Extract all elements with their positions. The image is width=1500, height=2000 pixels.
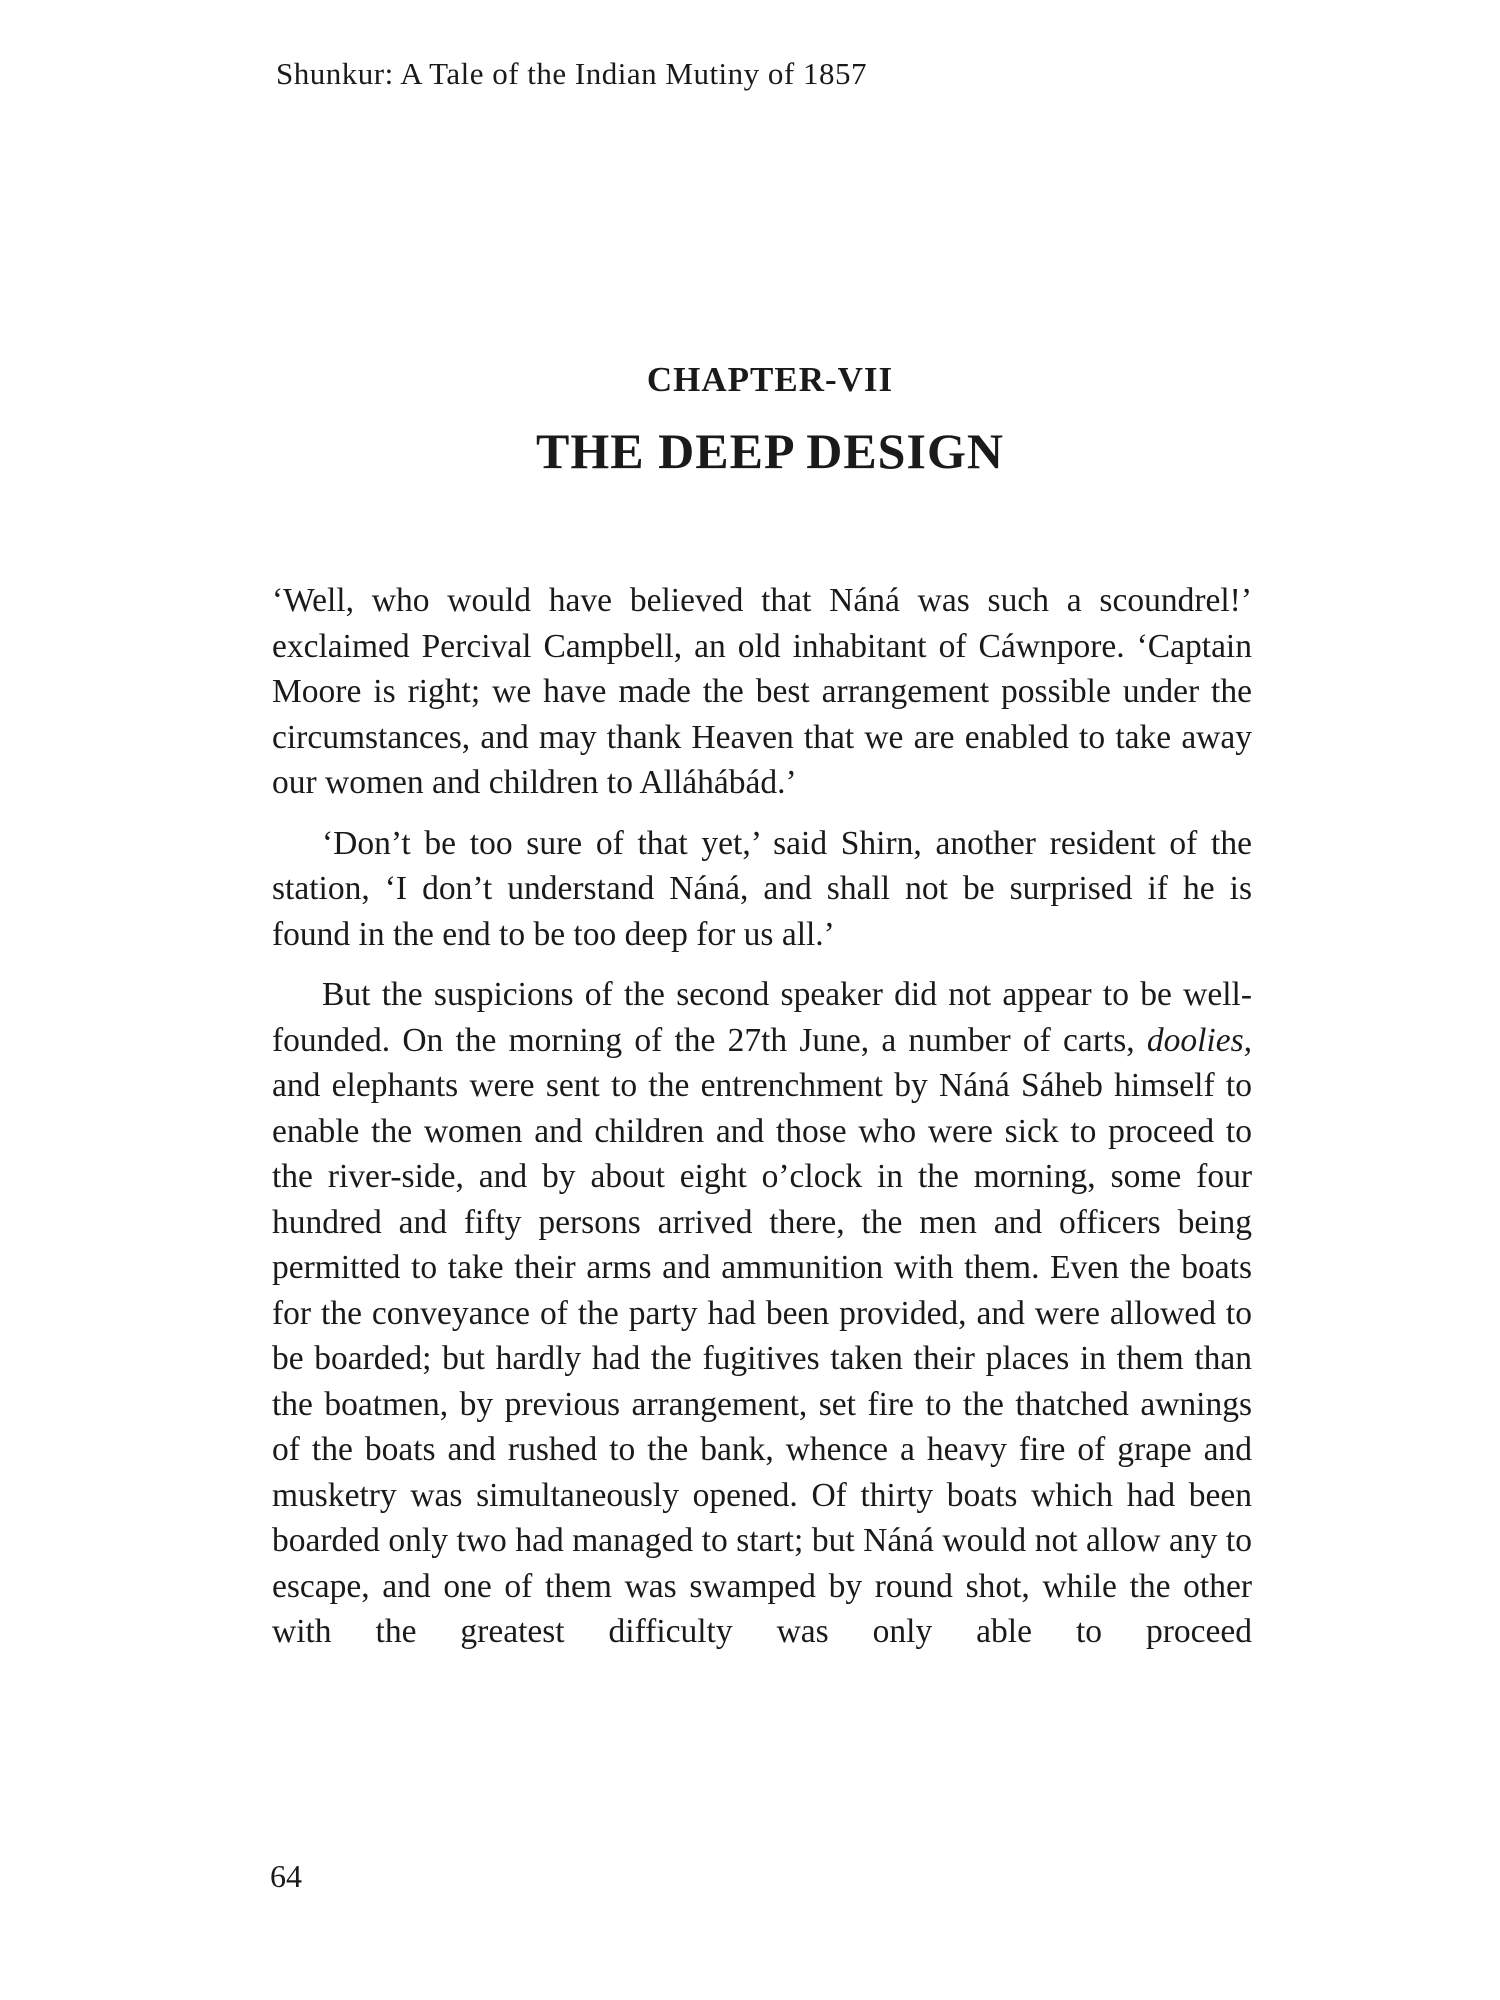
paragraph-1: ‘Well, who would have believed that Náná was such a scoundrel!’ exclaimed Percival Campbell, an old inhabitant of Cáwnpore. ‘Captain Moore is right; we have made the best arrangement possible under the circumstances, and may thank Heaven that we are enabled to take away our women and children to Alláhábád.’ [272,582,1252,801]
body-text [272,578,1252,1655]
page-number: 64 [270,1858,302,1894]
chapter-heading [0,360,1500,480]
chapter-title: THE DEEP DESIGN [536,423,1004,479]
paragraph-3-text-end: and elephants were sent to the entrenchment by Náná Sáheb himself to enable the women and children and those who were sick to proceed to the river-side, and by about eight o’clock in the morning, some four hundred and fifty persons arrived there, the men and officers being permitted to take their arms and ammunition with them. Even the boats for the conveyance of the party had been provided, and were allowed to be boarded; but hardly had the fugitives taken their places in them than the boatmen, by previous arrangement, set fire to the thatched awnings of the boats and rushed to the bank, whence a heavy fire of grape and musketry was simultaneously opened. Of thirty boats which had been boarded only two had managed to start; but Náná would not allow any to escape, and one of them was swamped by round shot, while the other with the greatest difficulty was only able to proceed [272,1067,1252,1650]
chapter-label: CHAPTER-VII [646,360,894,399]
paragraph-3-text-start: But the suspicions of the second speaker did not appear to be well-founded. On the morning of the 27th June, a number of carts, [272,976,1252,1059]
italic-term-doolies: doolies, [1146,1021,1252,1059]
paragraph-3 [272,972,1252,1655]
running-head: Shunkur: A Tale of the Indian Mutiny of 1857 [276,56,867,91]
paragraph-2: ‘Don’t be too sure of that yet,’ said Shirn, another resident of the station, ‘I don’t understand Náná, and shall not be surprised if he is found in the end to be too deep for us all.’ [272,824,1252,953]
